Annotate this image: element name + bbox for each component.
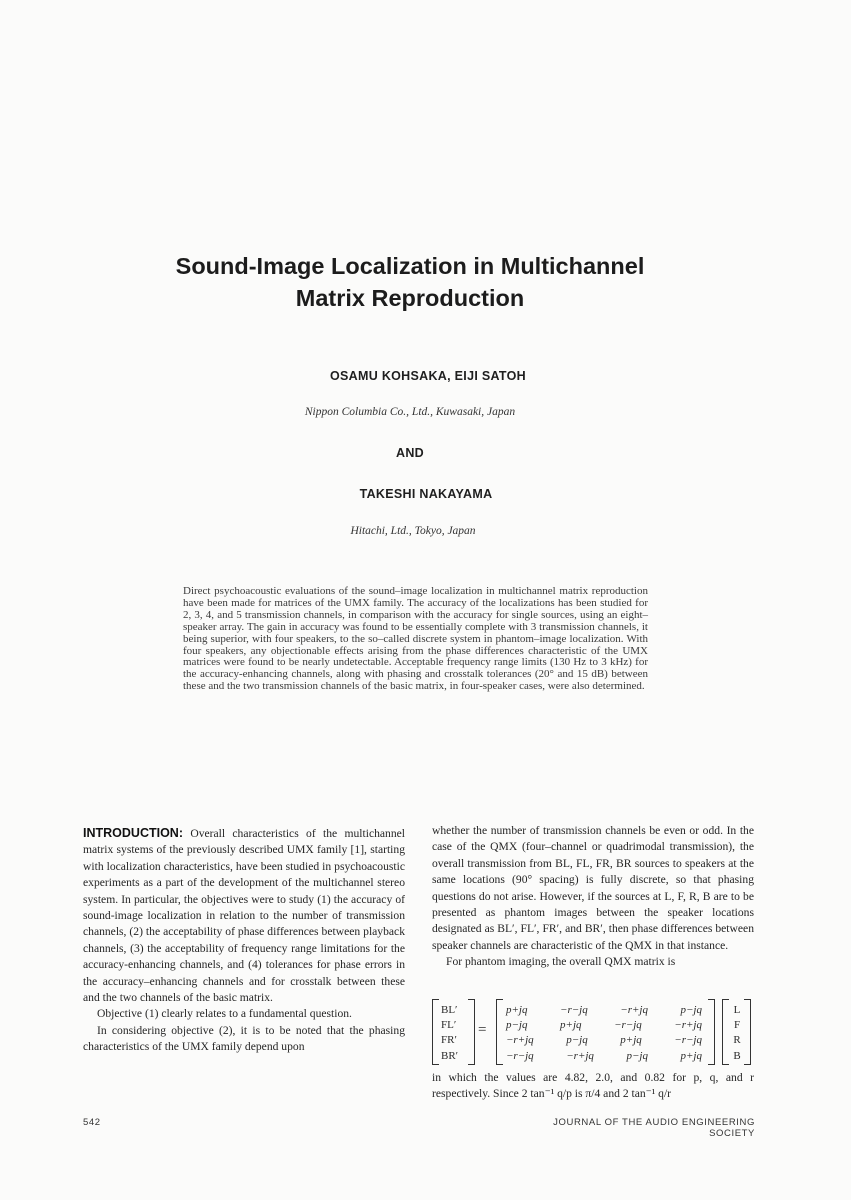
lhs-entry: FR′ (441, 1034, 457, 1047)
right-column (432, 823, 754, 971)
authors-and: AND (396, 446, 424, 460)
affiliation-2: Hitachi, Ltd., Tokyo, Japan (350, 525, 476, 537)
matrix-cell: p+jq (680, 1049, 702, 1062)
paper-title (0, 250, 820, 314)
right-paragraph-3: in which the values are 4.82, 2.0, and 0.82 for p, q, and r respectively. Since 2 tan⁻¹ q/p is π/4 and 2 tan⁻¹ q/r (432, 1071, 754, 1101)
matrix-cell: −r−jq (614, 1019, 642, 1032)
lhs-entry: BR′ (441, 1049, 459, 1062)
intro-paragraph-2: Objective (1) clearly relates to a fundamental question. (97, 1007, 352, 1021)
matrix-cell: p−jq (626, 1049, 648, 1062)
journal-name: JOURNAL OF THE AUDIO ENGINEERING SOCIETY (553, 1117, 755, 1139)
section-heading: INTRODUCTION: (83, 826, 183, 840)
left-vector-bracket-close (468, 999, 475, 1065)
author-group-2: TAKESHI NAKAYAMA (359, 487, 493, 501)
matrix-cell: p−jq (566, 1034, 588, 1047)
rhs-vector-bracket-open (722, 999, 729, 1065)
coefficient-matrix (506, 1003, 702, 1064)
matrix-bracket-close (708, 999, 715, 1065)
left-vector-bracket-open (432, 999, 439, 1065)
matrix-row (506, 1049, 702, 1064)
matrix-cell: −r+jq (620, 1004, 648, 1016)
author-group-1: OSAMU KOHSAKA, EIJI SATOH (330, 369, 526, 383)
matrix-cell: p+jq (506, 1004, 528, 1016)
title-line-1: Sound-Image Localization in Multichannel (175, 253, 645, 279)
intro-paragraph-3: In considering objective (2), it is to be noted that the phasing characteristics of the UMX family depend upon (83, 1023, 405, 1054)
matrix-cell: p+jq (620, 1034, 642, 1047)
left-column (83, 825, 405, 1056)
matrix-row (506, 1033, 702, 1048)
lhs-vector (441, 1003, 471, 1064)
matrix-cell: p−jq (506, 1019, 528, 1032)
matrix-cell: p+jq (560, 1019, 582, 1032)
affiliation-1: Nippon Columbia Co., Ltd., Kuwasaki, Japan (304, 406, 516, 418)
intro-paragraph-1: Overall characteristics of the multichannel matrix systems of the previously described UMX family [1], starting with localization characteristics, have been studied in psychoacoustic experiments as a part of the development of the multichannel stereo system. In particular, the objectives were to study (1) the accuracy of sound-image localization in relation to the number of transmission channels, (2) the acceptability of phase differences between playback channels, (3) the acceptability of frequency range limitations for the accuracy-enhancing channels, and (4) tolerances for phase errors in the accuracy–enhancing channels and for crosstalk between these and the two channels of the basic matrix. (83, 827, 405, 1005)
matrix-row (506, 1003, 702, 1018)
rhs-vector-bracket-close (744, 999, 751, 1065)
rhs-entry: B (733, 1049, 741, 1062)
right-paragraph-1: whether the number of transmission channels be even or odd. In the case of the QMX (four–channel or quadrimodal transmission), the overall transmission from BL, FL, FR, BR sources to speakers at the same locations (90° spacing) is fully discrete, so that phasing questions do not arise. However, if the sources at L, F, R, B are to be presented as phantom images between the speaker locations designated as BL′, FL′, FR′, and BR′, then phase differences between speaker channels are characteristic of the QMX in that instance. (432, 824, 754, 952)
matrix-cell: −r+jq (506, 1034, 534, 1047)
lhs-entry: FL′ (441, 1019, 457, 1032)
rhs-entry: R (733, 1034, 741, 1047)
matrix-row (506, 1018, 702, 1033)
matrix-cell: −r−jq (674, 1034, 702, 1047)
lhs-entry: BL′ (441, 1004, 458, 1016)
title-line-2: Matrix Reproduction (295, 285, 525, 311)
rhs-entry: F (733, 1019, 741, 1032)
matrix-cell: p−jq (680, 1004, 702, 1016)
rhs-entry: L (733, 1004, 741, 1016)
abstract: Direct psychoacoustic evaluations of the sound–image localization in multichannel matrix reproduction have been made for matrices of the UMX family. The accuracy of the localizations has been studied for 2, 3, 4, and 5 transmission channels, in comparison with the accuracy for single sources, using an eight–speaker array. The gain in accuracy was found to be essentially complete with 3 transmission channels, it being superior, with four speakers, to the so–called discrete system in phantom–image localization. With four speakers, any objectionable effects arising from the phase differences characteristic of the UMX matrices were found to be nearly undetectable. Acceptable frequency range limits (130 Hz to 3 kHz) for the accuracy-enhancing channels, along with phasing and crosstalk tolerances (20° and 15 dB) between these and the two transmission channels of the basic matrix, in four-speaker cases, were also determined. (183, 585, 648, 693)
matrix-cell: −r−jq (560, 1004, 588, 1016)
matrix-cell: −r+jq (674, 1019, 702, 1032)
matrix-cell: −r−jq (506, 1049, 534, 1062)
right-paragraph-2: For phantom imaging, the overall QMX matrix is (446, 955, 676, 969)
matrix-cell: −r+jq (566, 1049, 594, 1062)
qmx-matrix-equation (432, 999, 754, 1067)
rhs-vector (730, 1003, 744, 1064)
page-number: 542 (83, 1117, 101, 1128)
matrix-bracket-open (496, 999, 503, 1065)
equals-sign: = (478, 1022, 487, 1038)
